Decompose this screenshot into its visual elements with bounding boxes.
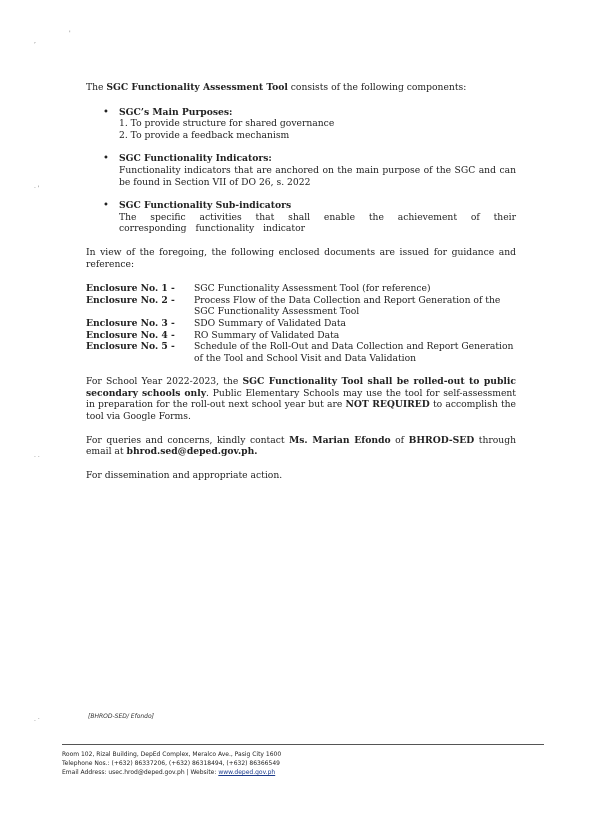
footer-contact: Email Address: usec.hrod@deped.gov.ph | Website: www.deped.gov.ph xyxy=(62,769,276,776)
tool-name: SGC Functionality Assessment Tool xyxy=(106,82,288,93)
enclosure-text: SDO Summary of Validated Data xyxy=(194,317,347,329)
enclosure-text: Schedule of the Roll-Out and Data Collection and Report Generation of the Tool and School Visit and Data Validation xyxy=(194,341,514,364)
enclosure-label: Enclosure No. 2 - xyxy=(86,294,175,306)
footer-divider xyxy=(62,744,544,745)
reference-initials: [BHROD-SED/ Efondo] xyxy=(88,713,154,720)
scan-mark: · ' xyxy=(34,185,40,192)
queries-paragraph: For queries and concerns, kindly contact Ms. Marian Efondo of BHROD-SED through email at bhrod.sed@deped.gov.ph. xyxy=(86,434,517,458)
intro-paragraph: The SGC Functionality Assessment Tool consists of the following components: xyxy=(86,82,467,93)
component-description: The specific activities that shall enable the achievement of their corresponding functionality indicator xyxy=(119,211,516,235)
component-description: Functionality indicators that are anchored on the main purpose of the SGC and can be found in Section VII of DO 26, s. 2022 xyxy=(119,164,516,188)
letter-body xyxy=(86,82,516,481)
contact-email: bhrod.sed@deped.gov.ph. xyxy=(126,446,258,458)
scan-mark: ' xyxy=(69,30,71,37)
enclosure-text: SGC Functionality Assessment Tool (for reference) xyxy=(194,283,431,295)
enclosure-row xyxy=(86,341,516,364)
enclosure-label: Enclosure No. 4 - xyxy=(86,329,175,341)
foregoing-paragraph: In view of the foregoing, the following enclosed documents are issued for guidance and reference: xyxy=(86,246,516,270)
enclosure-text: RO Summary of Validated Data xyxy=(194,329,340,341)
footer-telephone: Telephone Nos.: (+632) 86337206, (+632) 86318494, (+632) 86366549 xyxy=(62,760,280,767)
component-item xyxy=(86,153,516,188)
enclosure-text: Process Flow of the Data Collection and Report Generation of the SGC Functionality Assessment Tool xyxy=(194,294,501,318)
letterhead-footer xyxy=(62,750,542,777)
contact-name: Ms. Marian Efondo xyxy=(289,434,391,446)
enclosure-row xyxy=(86,318,516,330)
footer-address: Room 102, Rizal Building, DepEd Complex, Meralco Ave., Pasig City 1600 xyxy=(62,751,282,758)
schoolyear-paragraph: For School Year 2022-2023, the SGC Functionality Tool shall be rolled-out to public secondary schools only. Public Elementary Schools may use the tool for self-assessment in preparation for the roll-out next school year but are NOT REQUIRED to accomplish the tool via Google Forms. xyxy=(86,376,517,423)
component-title: SGC Functionality Indicators: xyxy=(119,153,272,165)
enclosure-label: Enclosure No. 5 - xyxy=(86,341,175,353)
purpose-item: 1. To provide structure for shared governance xyxy=(119,118,335,130)
enclosure-row xyxy=(86,283,516,295)
component-title: SGC Functionality Sub-indicators xyxy=(119,200,292,212)
enclosures-list xyxy=(86,283,516,364)
scan-mark: · · xyxy=(34,454,40,461)
purposes-list xyxy=(119,118,516,141)
component-title: SGC’s Main Purposes: xyxy=(119,106,233,118)
website-link[interactable]: www.deped.gov.ph xyxy=(218,769,276,776)
component-item xyxy=(86,107,516,142)
purpose-item: 2. To provide a feedback mechanism xyxy=(119,129,290,141)
component-item xyxy=(86,200,516,235)
enclosure-row xyxy=(86,330,516,342)
scan-mark: , xyxy=(34,38,36,45)
scan-mark: . · xyxy=(34,716,40,723)
enclosure-label: Enclosure No. 1 - xyxy=(86,283,175,295)
office-name: BHROD-SED xyxy=(408,434,475,446)
closing-line: For dissemination and appropriate action. xyxy=(86,469,283,481)
enclosure-row xyxy=(86,295,516,318)
enclosure-label: Enclosure No. 3 - xyxy=(86,317,175,329)
components-list xyxy=(86,107,516,235)
